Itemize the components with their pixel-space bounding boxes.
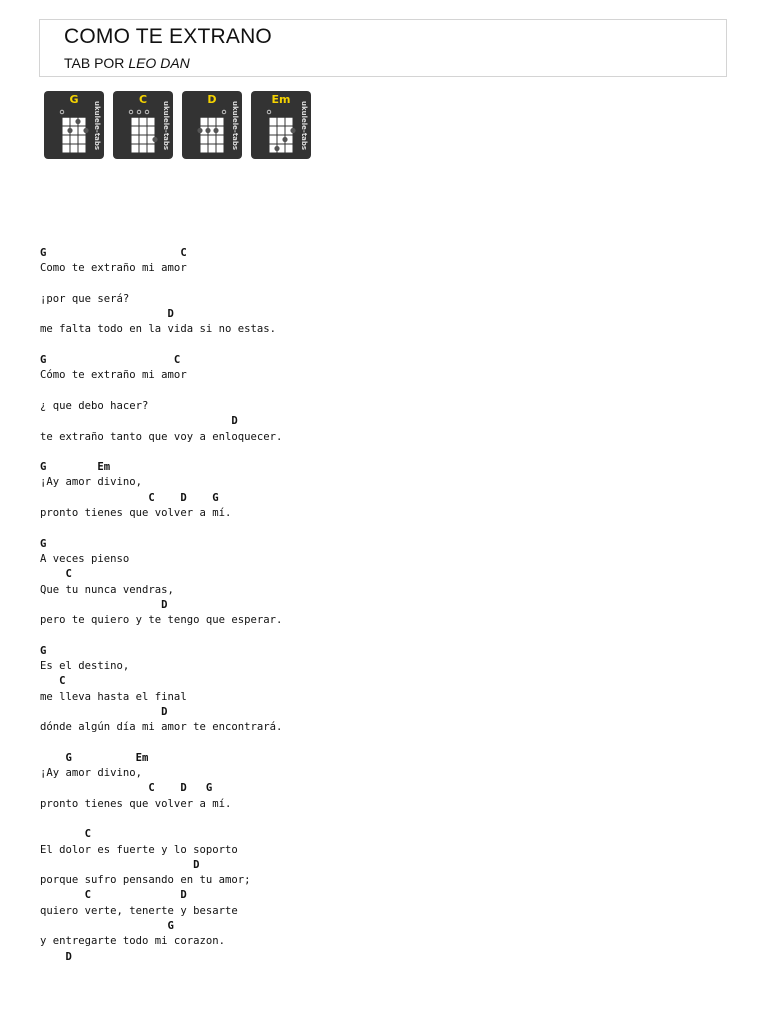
open-string-marker	[222, 110, 226, 114]
lyric-line: pronto tienes que volver a mí.	[40, 507, 232, 520]
open-string-marker	[145, 110, 149, 114]
finger-dot	[274, 146, 279, 151]
chord-line: G Em	[40, 461, 111, 474]
blank-line	[40, 628, 740, 643]
lyric-line: Que tu nunca vendras,	[40, 583, 174, 596]
open-string-marker	[129, 110, 133, 114]
blank-line	[40, 812, 740, 827]
chord-diagram-em	[251, 91, 311, 159]
lyric-line: quiero verte, tenerte y besarte	[40, 904, 238, 917]
chord-line: G	[40, 644, 47, 657]
open-string-marker	[267, 110, 271, 114]
chord-line: D	[40, 705, 168, 718]
blank-line	[40, 736, 740, 751]
chord-line: G Em	[40, 751, 149, 764]
chord-line: D	[40, 308, 174, 321]
lyric-line: Cómo te extraño mi amor	[40, 369, 187, 382]
tab-por-label: TAB POR	[64, 55, 129, 71]
finger-dot	[67, 128, 72, 133]
blank-line	[40, 445, 740, 460]
lyric-line: ¡por que será?	[40, 292, 130, 305]
lyric-line: Como te extraño mi amor	[40, 262, 187, 275]
song-subtitle	[64, 55, 190, 71]
chord-diagram-c	[113, 91, 173, 159]
blank-line	[40, 384, 740, 399]
chord-line: C D G	[40, 491, 219, 504]
chord-line: D	[40, 598, 168, 611]
chord-line: G C	[40, 247, 187, 259]
chord-line: D	[40, 415, 238, 428]
chord-name: G	[69, 93, 79, 106]
finger-dot	[197, 128, 202, 133]
chord-diagram-d	[182, 91, 242, 159]
lyric-line: ¡Ay amor divino,	[40, 767, 143, 780]
chord-line: D	[40, 858, 200, 871]
lyrics-sheet	[40, 246, 740, 965]
lyric-line: me falta todo en la vida si no estas.	[40, 323, 276, 336]
chord-brand-label: ukulele-tabs	[231, 101, 239, 151]
chord-line: C	[40, 675, 66, 688]
chord-brand-label: ukulele-tabs	[300, 101, 308, 151]
chord-line: G	[40, 920, 174, 933]
chord-name: D	[207, 93, 217, 106]
chord-line: D	[40, 950, 72, 963]
lyric-line: me lleva hasta el final	[40, 690, 187, 703]
chord-line: C	[40, 828, 92, 841]
chord-brand-label: ukulele-tabs	[93, 101, 101, 151]
lyric-line: pero te quiero y te tengo que esperar.	[40, 614, 283, 627]
lyric-line: pronto tienes que volver a mí.	[40, 797, 232, 810]
blank-line	[40, 521, 740, 536]
blank-line	[40, 277, 740, 292]
finger-dot	[75, 119, 80, 124]
finger-dot	[205, 128, 210, 133]
song-author: LEO DAN	[128, 55, 190, 71]
chord-line: G C	[40, 354, 181, 367]
lyric-line: porque sufro pensando en tu amor;	[40, 874, 251, 887]
lyric-line: dónde algún día mi amor te encontrará.	[40, 721, 283, 734]
chord-name: C	[138, 93, 148, 106]
chord-name: Em	[271, 93, 291, 106]
lyric-line: Es el destino,	[40, 660, 130, 673]
finger-dot	[290, 128, 295, 133]
song-header	[39, 19, 727, 77]
lyric-line: y entregarte todo mi corazon.	[40, 935, 225, 948]
blank-line	[40, 338, 740, 353]
lyric-line: El dolor es fuerte y lo soporto	[40, 843, 238, 856]
chord-line: C D G	[40, 782, 213, 795]
chord-diagram-g	[44, 91, 104, 159]
song-title: COMO TE EXTRANO	[64, 25, 272, 48]
lyric-line: ¡Ay amor divino,	[40, 476, 143, 489]
lyric-line: te extraño tanto que voy a enloquecer.	[40, 430, 283, 443]
chord-line: C	[40, 568, 72, 581]
open-string-marker	[60, 110, 64, 114]
lyric-line: ¿ que debo hacer?	[40, 399, 149, 412]
lyric-line: A veces pienso	[40, 552, 130, 565]
finger-dot	[152, 137, 157, 142]
finger-dot	[213, 128, 218, 133]
finger-dot	[83, 128, 88, 133]
chord-line: C D	[40, 889, 187, 902]
chord-line: G	[40, 537, 47, 550]
chord-brand-label: ukulele-tabs	[162, 101, 170, 151]
finger-dot	[282, 137, 287, 142]
open-string-marker	[137, 110, 141, 114]
